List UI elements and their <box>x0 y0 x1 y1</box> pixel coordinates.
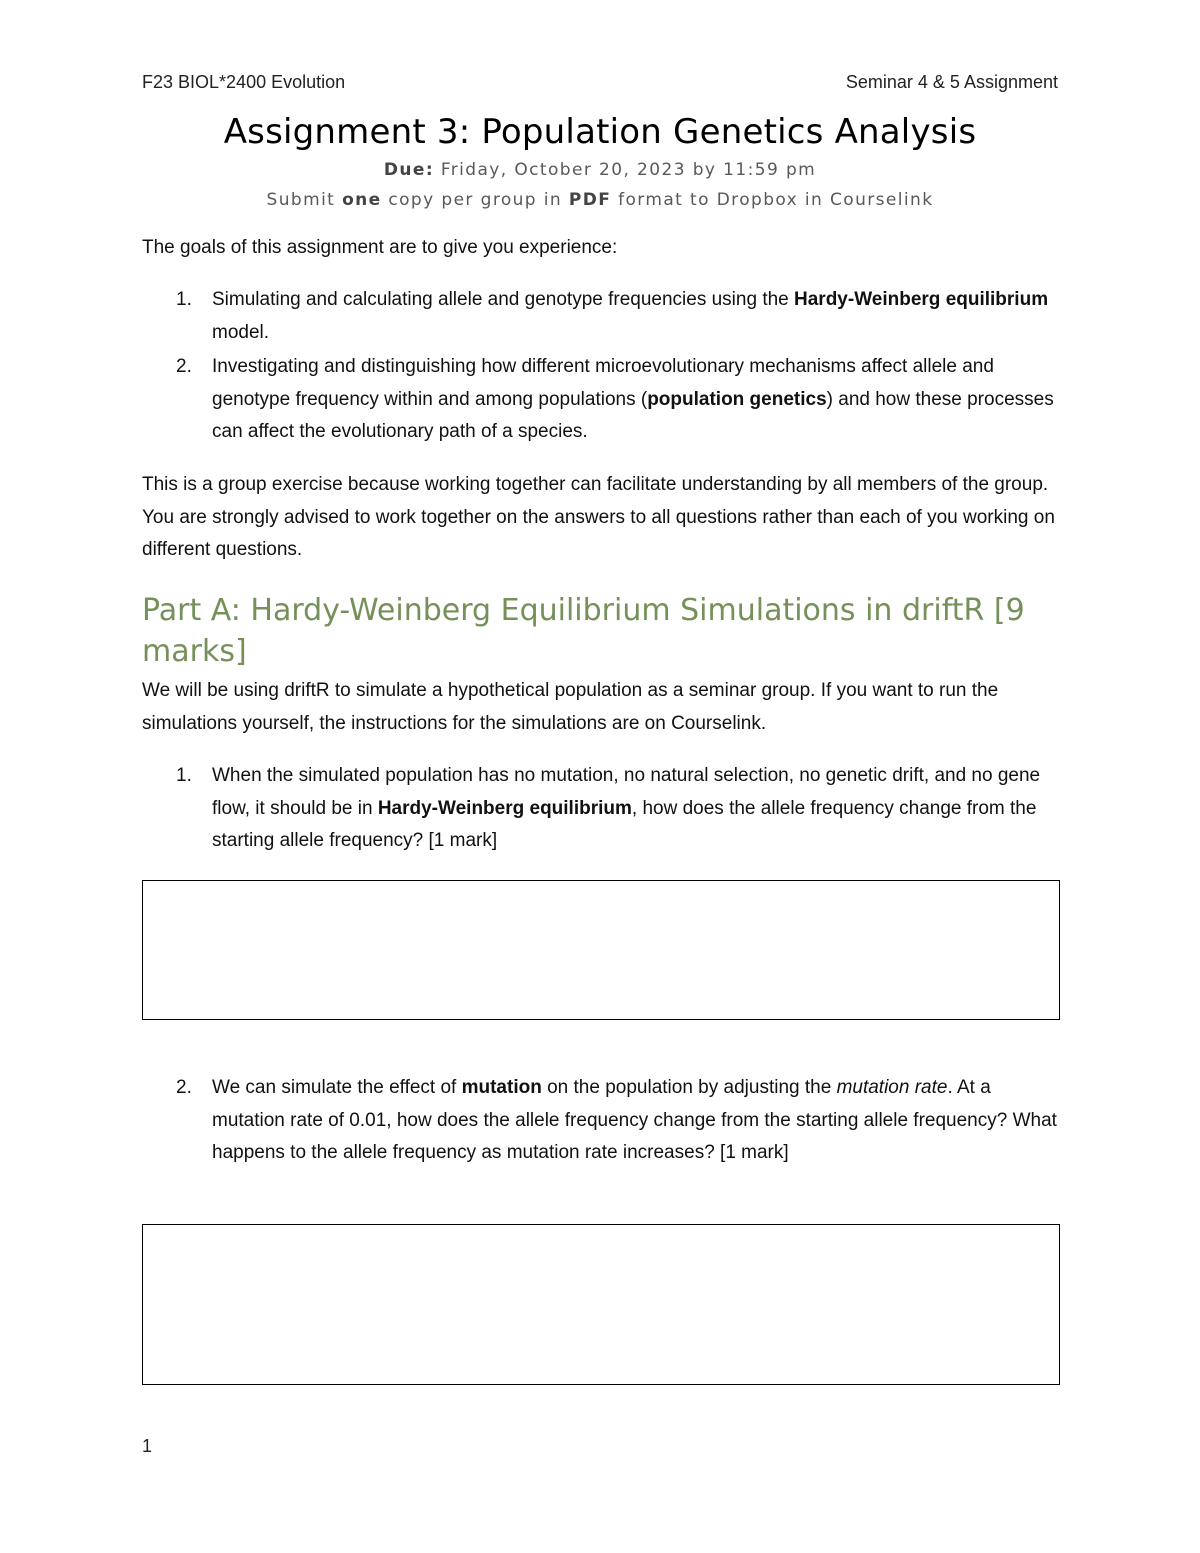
list-item <box>142 351 1060 449</box>
question-1 <box>142 760 1060 860</box>
submit-bold-pdf: PDF <box>568 190 612 210</box>
question-number: 1. <box>176 765 192 786</box>
page-title: Assignment 3: Population Genetics Analysis <box>223 112 977 152</box>
answer-box-1[interactable] <box>142 880 1060 1020</box>
question-2 <box>142 1072 1060 1172</box>
list-item <box>142 760 1060 858</box>
question-bold: Hardy-Weinberg equilibrium <box>377 797 632 819</box>
question-italic: mutation rate <box>836 1077 948 1098</box>
goal-text: Simulating and calculating allele and genotype frequencies using the <box>212 289 795 310</box>
question-number: 2. <box>176 1077 192 1098</box>
due-label: Due: <box>383 160 435 180</box>
question-text: , how does the allele frequency change from the starting allele frequency? [1 mark] <box>212 797 1037 851</box>
question-text: . At a mutation rate of 0.01, how does the allele frequency change from the starting allele frequency? What happens to the allele frequency as mutation rate increases? [1 mark] <box>212 1077 1057 1163</box>
answer-box-2[interactable] <box>142 1224 1060 1385</box>
goal-text: Investigating and distinguishing how different microevolutionary mechanisms affect allele and genotype frequency within and among populations ( <box>212 356 994 410</box>
list-item <box>142 1072 1060 1170</box>
due-text: Friday, October 20, 2023 by 11:59 pm <box>440 160 817 180</box>
submit-text-3: format to Dropbox in Courselink <box>611 190 934 210</box>
goals-intro: The goals of this assignment are to give you experience: <box>142 237 618 258</box>
submit-bold-one: one <box>342 190 382 210</box>
question-text: We can simulate the effect of <box>212 1077 462 1098</box>
submit-text-1: Submit <box>266 190 343 210</box>
question-text: When the simulated population has no mutation, no natural selection, no genetic drift, and no gene flow, it should be in <box>212 765 1041 819</box>
due-date <box>0 160 1200 180</box>
part-a-heading: Part A: Hardy-Weinberg Equilibrium Simulations in driftR [9 marks] <box>142 593 1025 669</box>
goal-number: 1. <box>176 289 192 310</box>
page-number: 1 <box>142 1436 153 1456</box>
question-bold: mutation <box>461 1077 542 1098</box>
goal-number: 2. <box>176 356 192 377</box>
submit-instructions <box>0 190 1200 210</box>
submit-text-2: copy per group in <box>381 190 569 210</box>
part-a-intro: We will be using driftR to simulate a hypothetical population as a seminar group. If you want to run the simulations yourself, the instructions for the simulations are on Courselink. <box>142 680 999 734</box>
goal-bold: Hardy-Weinberg equilibrium <box>794 289 1049 310</box>
list-item <box>142 284 1060 349</box>
question-text: on the population by adjusting the <box>541 1077 837 1098</box>
header-assignment: Seminar 4 & 5 Assignment <box>845 72 1058 92</box>
group-note: This is a group exercise because working together can facilitate understanding by all members of the group. You are strongly advised to work together on the answers to all questions rather than each of you working on different questions. <box>142 474 1055 560</box>
goal-text: model. <box>212 321 270 343</box>
goals-list <box>142 284 1060 451</box>
goal-bold: population genetics <box>647 388 827 410</box>
header-course: F23 BIOL*2400 Evolution <box>142 72 346 92</box>
goal-text: ) and how these processes can affect the evolutionary path of a species. <box>212 388 1054 442</box>
